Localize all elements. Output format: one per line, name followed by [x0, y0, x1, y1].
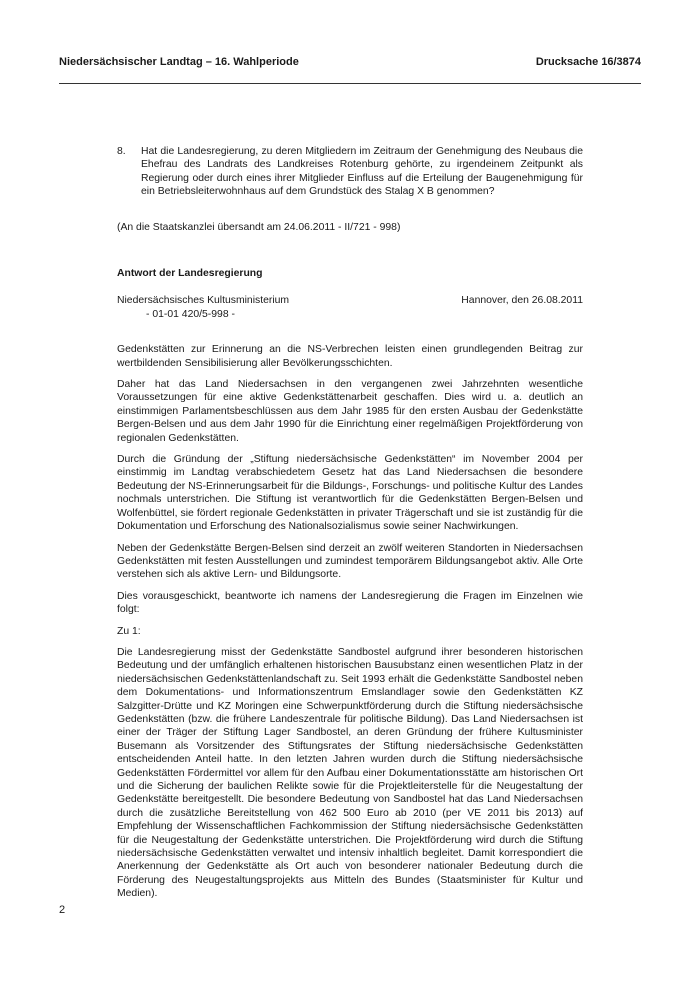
- paragraph: Gedenkstätten zur Erinnerung an die NS-Verbrechen leisten einen grundlegenden Beitrag zur wertbildenden Sensibilisierung aller Bevölkerungsschichten.: [117, 344, 583, 369]
- document-body: [117, 145, 583, 909]
- paragraph: Die Landesregierung misst der Gedenkstätte Sandbostel aufgrund ihrer besonderen historischen Bedeutung und der umfänglich erhaltenen historischen Bausubstanz einen wesentlichen Platz in der niedersächsischen Gedenkstättenlandschaft zu. Seit 1993 erhält die Gedenkstätte Sandbostel neben dem Dokumentations- und Informationszentrum Emslandlager sowie den Gedenkstätten KZ Salzgitter-Drütte und KZ Moringen eine Schwerpunktförderung durch die Stiftung niedersächsische Gedenkstätten (bzw. die frühere Landeszentrale für politische Bildung). Das Land Niedersachsen ist einer der Träger der Stiftung Lager Sandbostel, an deren Gründung der frühere Kultusminister Busemann als Vorsitzender des Stiftungsrates der Stiftung niedersächsische Gedenkstätten entscheidenden Anteil hatte. In den letzten Jahren wurden durch die Stiftung niedersächsische Gedenkstätten Fördermittel vor allem für den Aufbau einer Dokumentationsstätte am historischen Ort und die Sicherung der baulichen Relikte sowie für die Projektleiterstelle für die Neugestaltung der Gedenkstätte bereitgestellt. Die besondere Bedeutung von Sandbostel hat das Land Niedersachsen durch die zusätzliche Bereitstellung von 462 500 Euro ab 2010 (per VE 2011 bis 2013) auf Empfehlung der Wissenschaftlichen Fachkommission der Stiftung niedersächsische Gedenkstätten für die Neugestaltung der Gedenkstätte unterstrichen. Die Projektförderung wird durch die Stiftung niedersächsische Gedenkstätten verwaltet und intensiv inhaltlich begleitet. Damit korrespondiert die Anerkennung der Gedenkstätte als Ort auch von besonderer nationaler Bedeutung durch die Förderung des Neugestaltungsprojekts aus Mitteln des Bundes (Staatsminister für Kultur und Medien).: [117, 646, 583, 900]
- paragraph: Daher hat das Land Niedersachsen in den vergangenen zwei Jahrzehnten wesentliche Voraussetzungen für eine aktive Gedenkstättenarbeit geschaffen. Dies wird u. a. deutlich an einstimmigen Parlamentsbeschlüssen aus dem Jahr 1985 für den ersten Ausbau der Gedenkstätte Bergen-Belsen und aus dem Jahr 1990 für die Einrichtung einer regelmäßigen Projektförderung von regionalen Gedenkstätten.: [117, 379, 583, 444]
- header-document-number: Drucksache 16/3874: [535, 56, 641, 68]
- answer-paragraphs: [117, 343, 583, 900]
- page-number: 2: [59, 904, 66, 916]
- paragraph: Durch die Gründung der „Stiftung niedersächsische Gedenkstätten“ im November 2004 per einstimmig im Landtag verabschiedetem Gesetz hat das Land Niedersachsen die besondere Bedeutung der NS-Erinnerungsarbeit für die Bildungs-, Forschungs- und politische Kultur des Landes nochmals unterstrichen. Die Stiftung ist verantwortlich für die Gedenkstätten Bergen-Belsen und Wolfenbüttel, sie fördert regionale Gedenkstätten in privater Trägerschaft und sie ist zuständig für die Dokumentation und Erforschung des Nationalsozialismus sowie seiner Nachwirkungen.: [117, 454, 583, 533]
- paragraph: Dies vorausgeschickt, beantworte ich namens der Landesregierung die Fragen im Einzelnen wie folgt:: [117, 590, 583, 616]
- paragraph: Neben der Gedenkstätte Bergen-Belsen sind derzeit an zwölf weiteren Standorten in Niedersachsen Gedenkstätten mit festen Ausstellungen und zumindest temporärem Bildungsangebot aktiv. Alle Orte verstehen sich als aktive Lern- und Bildungsorte.: [117, 542, 583, 581]
- page-header: [59, 56, 641, 72]
- header-parliament: Niedersächsischer Landtag – 16. Wahlperiode: [59, 56, 299, 68]
- sent-note: (An die Staatskanzlei übersandt am 24.06.2011 - II/721 - 998): [117, 221, 401, 233]
- place-date: Hannover, den 26.08.2011: [461, 295, 583, 307]
- answer-title: Antwort der Landesregierung: [117, 268, 263, 280]
- header-rule: [59, 83, 641, 84]
- section-heading: Zu 1:: [117, 625, 141, 637]
- question-8: [117, 145, 583, 199]
- reference-number: - 01-01 420/5-998 -: [146, 308, 235, 320]
- question-number: 8.: [117, 146, 126, 157]
- question-text: Hat die Landesregierung, zu deren Mitgliedern im Zeitraum der Genehmigung des Neubaus die Ehefrau des Landrats des Landkreises Rotenburg gehörte, zu irgendeinem Zeitpunkt als Regierung oder durch eines ihrer Mitglieder Einfluss auf die Erteilung der Baugenehmigung für ein Betriebsleiterwohnhaus auf dem Grundstück des Stalag X B genommen?: [141, 146, 583, 198]
- ministry-name: Niedersächsisches Kultusministerium: [117, 295, 290, 307]
- ministry-row: [117, 294, 583, 307]
